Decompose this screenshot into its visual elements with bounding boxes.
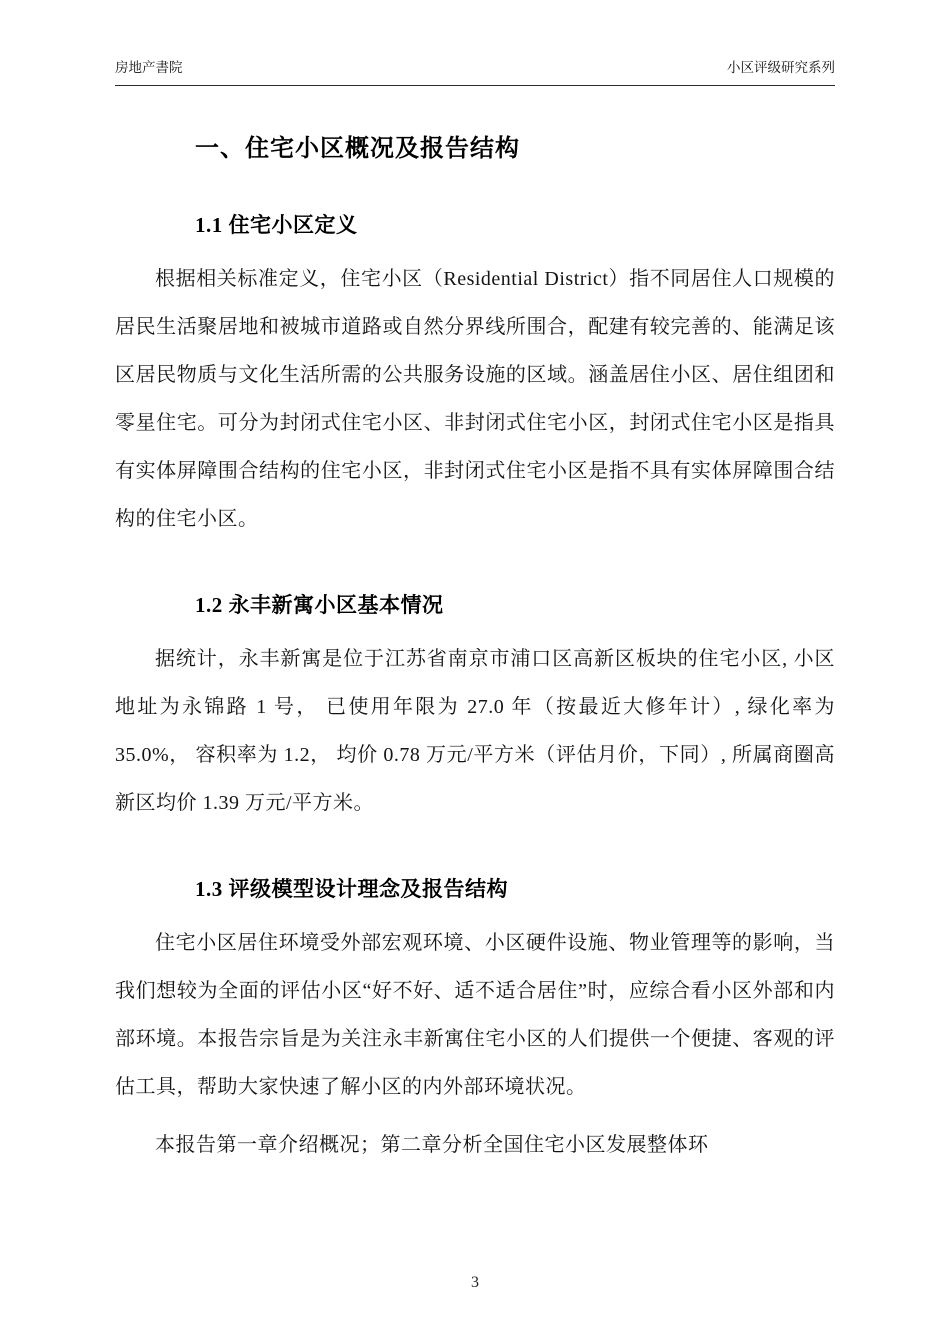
paragraph-design-concept: 住宅小区居住环境受外部宏观环境、小区硬件设施、物业管理等的影响，当我们想较为全面的评估小区“好不好、适不适合居住”时，应综合看小区外部和内部环境。本报告宗旨是为关注永丰新寓住宅小区的人们提供一个便捷、客观的评估工具，帮助大家快速了解小区的内外部环境状况。 xyxy=(115,932,835,1098)
page-header xyxy=(115,56,835,86)
section-title-1-3: 1.3 评级模型设计理念及报告结构 xyxy=(195,877,508,901)
paragraph-definition: 根据相关标准定义，住宅小区（Residential District）指不同居住人口规模的居民生活聚居地和被城市道路或自然分界线所围合，配建有较完善的、能满足该区居民物质与文化生活所需的公共服务设施的区域。涵盖居住小区、居住组团和零星住宅。可分为封闭式住宅小区、非封闭式住宅小区，封闭式住宅小区是指具有实体屏障围合结构的住宅小区，非封闭式住宅小区是指不具有实体屏障围合结构的住宅小区。 xyxy=(115,268,835,530)
chapter-title: 一、住宅小区概况及报告结构 xyxy=(195,136,520,162)
header-left-text: 房地产書院 xyxy=(115,60,183,75)
header-right-text: 小区评级研究系列 xyxy=(727,60,835,75)
page-number: 3 xyxy=(471,1274,479,1291)
section-title-1-2: 1.2 永丰新寓小区基本情况 xyxy=(195,593,444,617)
paragraph-report-structure: 本报告第一章介绍概况；第二章分析全国住宅小区发展整体环 xyxy=(155,1134,709,1156)
section-title-1-1: 1.1 住宅小区定义 xyxy=(195,213,358,237)
paragraph-basic-info: 据统计，永丰新寓是位于江苏省南京市浦口区高新区板块的住宅小区, 小区地址为永锦路 1 号， 已使用年限为 27.0 年（按最近大修年计）, 绿化率为 35.0%， 容积率为 1.2， 均价 0.78 万元/平方米（评估月价，下同）, 所属商圈高新区均价 1.39 万元/平方米。 xyxy=(115,648,835,814)
